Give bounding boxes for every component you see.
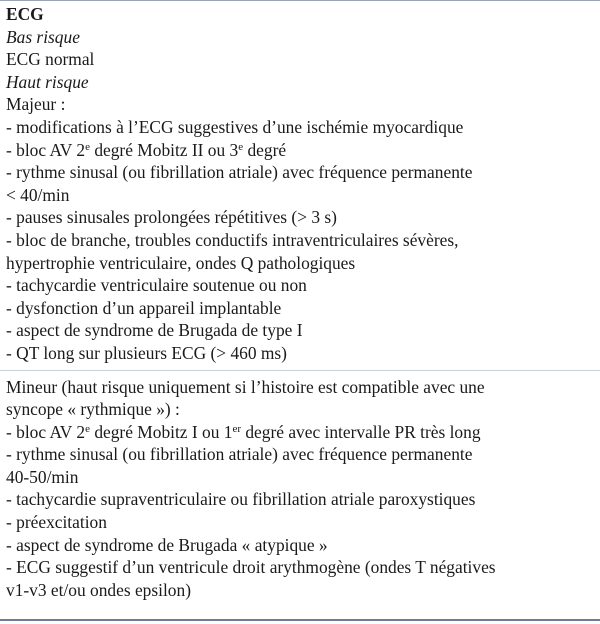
table-content: [6, 3, 596, 601]
major-item-ischemia: - modifications à l’ECG suggestives d’une ischémie myocardique: [6, 116, 464, 137]
table-bottom-rule: [0, 619, 600, 621]
minor-item-arvc: - ECG suggestif d’un ventricule droit arythmogène (ondes T négatives: [6, 557, 496, 578]
major-item-device: - dysfonction d’un appareil implantable: [6, 297, 282, 318]
major-av-block-mid: degré Mobitz II ou 3: [89, 139, 239, 160]
major-item-av-block: [6, 139, 596, 162]
minor-item-preexcitation: - préexcitation: [6, 512, 107, 533]
low-risk-item: ECG normal: [6, 49, 95, 70]
major-av-block-sup2: e: [238, 140, 244, 153]
section-divider: [0, 370, 600, 371]
minor-item-sinus-rhythm: - rythme sinusal (ou fibrillation atriale) avec fréquence permanente: [6, 444, 473, 465]
major-item-vt: - tachycardie ventriculaire soutenue ou non: [6, 275, 307, 296]
minor-item-atypical-brugada: - aspect de syndrome de Brugada « atypique »: [6, 534, 328, 555]
major-item-bundle-branch-cont: hypertrophie ventriculaire, ondes Q pathologiques: [6, 252, 356, 273]
major-av-block-pre: - bloc AV 2: [6, 139, 86, 160]
major-item-sinus-rhythm: - rythme sinusal (ou fibrillation atriale) avec fréquence permanente: [6, 162, 473, 183]
minor-av-block-pre: - bloc AV 2: [6, 421, 86, 442]
major-heading: Majeur :: [6, 94, 66, 115]
table-top-rule: [0, 0, 600, 1]
minor-item-sinus-rhythm-cont: 40-50/min: [6, 466, 79, 487]
minor-item-svt: - tachycardie supraventriculaire ou fibrillation atriale paroxystiques: [6, 489, 476, 510]
major-item-long-qt: - QT long sur plusieurs ECG (> 460 ms): [6, 342, 287, 363]
minor-item-arvc-cont: v1-v3 et/ou ondes epsilon): [6, 579, 191, 600]
minor-av-block-sup2: er: [232, 422, 241, 435]
minor-av-block-mid: degré Mobitz I ou 1: [89, 421, 233, 442]
minor-heading-line2: syncope « rythmique ») :: [6, 399, 180, 420]
high-risk-heading: Haut risque: [6, 71, 89, 92]
minor-av-block-post: degré avec intervalle PR très long: [241, 421, 481, 442]
minor-item-av-block: [6, 421, 596, 444]
major-item-pauses: - pauses sinusales prolongées répétitives (> 3 s): [6, 207, 337, 228]
table-title: ECG: [6, 4, 44, 24]
major-av-block-post: degré: [243, 139, 287, 160]
major-item-brugada: - aspect de syndrome de Brugada de type I: [6, 320, 303, 341]
major-item-bundle-branch: - bloc de branche, troubles conductifs intraventriculaires sévères,: [6, 229, 459, 250]
major-av-block-sup1: e: [85, 140, 90, 153]
major-item-sinus-rhythm-cont: < 40/min: [6, 184, 70, 205]
low-risk-heading: Bas risque: [6, 26, 80, 47]
minor-av-block-sup1: e: [85, 422, 90, 435]
minor-heading-line1: Mineur (haut risque uniquement si l’histoire est compatible avec une: [6, 376, 485, 397]
